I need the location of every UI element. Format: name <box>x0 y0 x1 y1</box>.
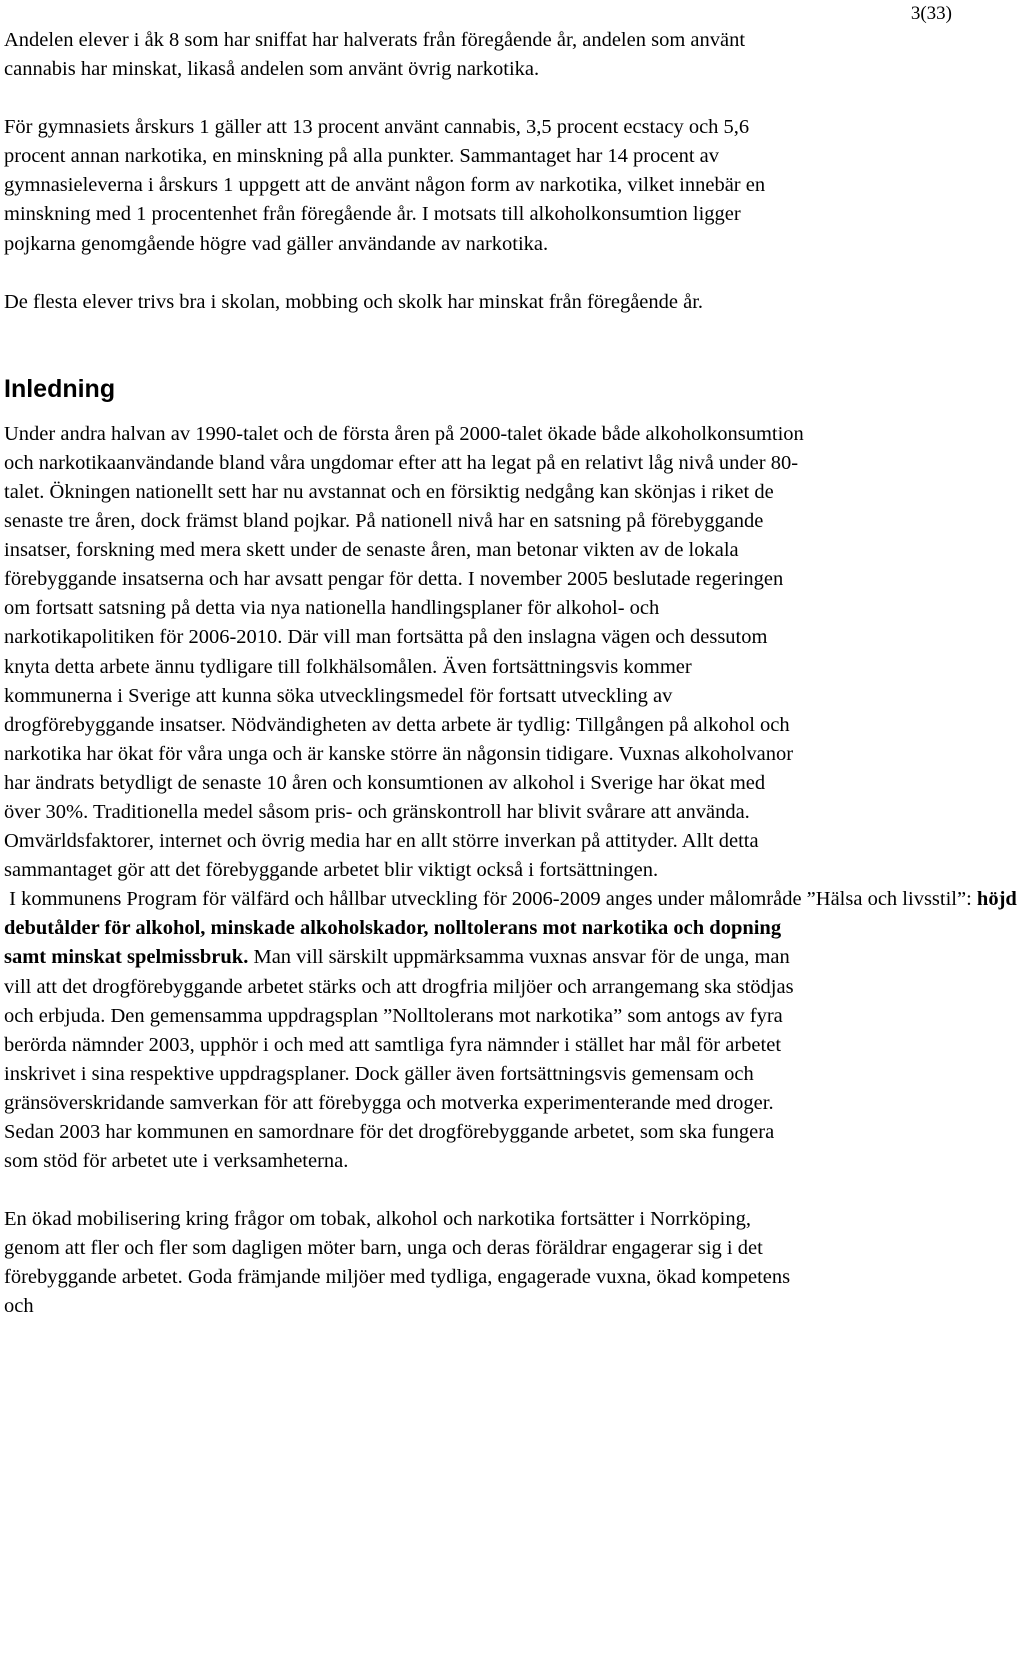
summary-paragraph-school-wellbeing: De flesta elever trivs bra i skolan, mobbing och skolk har minskat från föregående år. <box>4 290 704 313</box>
summary-paragraph-sniffing: Andelen elever i åk 8 som har sniffat har halverats från föregående år, andelen som använt cannabis har minskat, likaså andelen som använt övrig narkotika. <box>4 29 746 81</box>
program-lead-text: I kommunens Program för välfärd och hållbar utveckling för 2006-2009 anges under målområde ”Hälsa och livsstil”: <box>4 888 977 911</box>
summary-paragraph-gymnasium: För gymnasiets årskurs 1 gäller att 13 procent använt cannabis, 3,5 procent ecstacy och 5,6 procent annan narkotika, en minskning på alla punkter. Sammantaget har 14 procent av gymnasieleverna i årskurs 1 uppgett att de använt någon form av narkotika, vilket innebär en minskning med 1 procentenhet från föregående år. I motsats till alkoholkonsumtion ligger pojkarna genomgående högre vad gäller användande av narkotika. <box>4 116 766 255</box>
intro-paragraph-coordinator: Sedan 2003 har kommunen en samordnare för det drogförebyggande arbetet, som ska fungera som stöd för arbetet ute i verksamheterna. <box>4 1121 775 1173</box>
program-rest-text: Man vill särskilt uppmärksamma vuxnas ansvar för de unga, man vill att det drogförebyggande arbetet stärks och att drogfria miljöer och arrangemang ska stödjas och erbjuda. Den gemensamma uppdragsplan ”Nolltolerans mot narkotika” som antogs av fyra berörda nämnder 2003, upphör i och med att samtliga fyra nämnder i stället har mål för arbetet inskrivet i sina respektive uppdragsplaner. Dock gäller även fortsättningsvis gemensam och gränsöverskridande samverkan för att förebygga och motverka experimenterande med droger. <box>4 946 794 1114</box>
intro-paragraph-mobilisation: En ökad mobilisering kring frågor om tobak, alkohol och narkotika fortsätter i Norrköping, genom att fler och fler som dagligen möter barn, unga och deras föräldrar engagerar sig i det förebyggande arbetet. Goda främjande miljöer med tydliga, engagerade vuxna, ökad kompetens och <box>4 1208 791 1318</box>
section-heading-inledning: Inledning <box>4 374 116 403</box>
intro-paragraph-national-trends: Under andra halvan av 1990-talet och de första åren på 2000-talet ökade både alkoholkonsumtion och narkotikaanvändande bland våra ungdomar efter att ha legat på en relativt låg nivå under 80-talet. Ökningen nationellt sett har nu avstannat och en försiktig nedgång kan skönjas i riket de senaste tre åren, dock främst bland pojkar. På nationell nivå har en satsning på förebyggande insatser, forskning med mera skett under de senaste åren, man betonar vikten av de lokala förebyggande insatserna och har avsatt pengar för detta. I november 2005 beslutade regeringen om fortsatt satsning på detta via nya nationella handlingsplaner för alkohol- och narkotikapolitiken för 2006-2010. Där vill man fortsätta på den inslagna vägen och dessutom knyta detta arbete ännu tydligare till folkhälsomålen. Även fortsättningsvis kommer kommunerna i Sverige att kunna söka utvecklingsmedel för fortsatt utveckling av drogförebyggande insatser. Nödvändigheten av detta arbete är tydlig: Tillgången på alkohol och narkotika har ökat för våra unga och är kanske större än någonsin tidigare. Vuxnas alkoholvanor har ändrats betydligt de senaste 10 åren och konsumtionen av alkohol i Sverige har ökat med över 30%. Traditionella medel såsom pris- och gränskontroll har blivit svårare att använda. Omvärldsfaktorer, internet och övrig media har en allt större inverkan på attityder. Allt detta sammantaget gör att det förebyggande arbetet blir viktigt också i fortsättningen. <box>4 422 804 882</box>
page-number: 3(33) <box>910 3 952 24</box>
document-body <box>4 26 1017 1322</box>
intro-paragraph-municipal-program <box>4 885 1017 1118</box>
program-goals-bold: höjd debutålder för alkohol, minskade alkoholskador, nolltolerans mot narkotika och dopning samt minskat spelmissbruk. <box>4 888 1017 969</box>
